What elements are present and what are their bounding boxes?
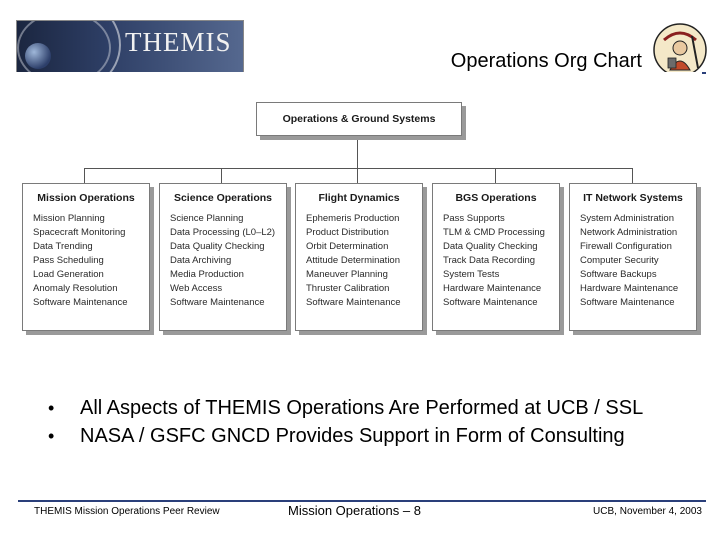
org-item: System Administration (580, 213, 674, 224)
bullet-list (48, 394, 688, 450)
bullet-item (48, 422, 688, 450)
org-box-title: IT Network Systems (583, 192, 683, 204)
org-item: Software Maintenance (443, 297, 538, 308)
org-item: TLM & CMD Processing (443, 227, 545, 238)
themis-mascot-icon (652, 22, 708, 78)
org-item: Web Access (170, 283, 223, 294)
org-item: Software Maintenance (170, 297, 265, 308)
org-item: Maneuver Planning (306, 269, 388, 280)
org-box-flight-dynamics (295, 183, 423, 331)
org-item: Load Generation (33, 269, 104, 280)
connector-col-1 (84, 168, 85, 183)
org-item: Software Maintenance (306, 297, 401, 308)
org-box-bgs-operations (432, 183, 560, 331)
org-box-mission-operations (22, 183, 150, 331)
org-box-title: Mission Operations (37, 192, 135, 204)
org-item: Data Archiving (170, 255, 232, 266)
footer-rule (18, 500, 706, 502)
org-box-items (160, 212, 286, 310)
bullet-dot-icon: • (48, 426, 55, 446)
org-item: Software Backups (580, 269, 657, 280)
org-box-root-title: Operations & Ground Systems (282, 113, 436, 125)
themis-logo (16, 20, 244, 78)
org-item: Pass Scheduling (33, 255, 104, 266)
org-item: Computer Security (580, 255, 659, 266)
connector-horizontal (84, 168, 632, 169)
connector-col-3 (357, 168, 358, 183)
org-item: Data Processing (L0–L2) (170, 227, 276, 238)
org-item: Data Quality Checking (443, 241, 538, 252)
org-box-root (256, 102, 462, 136)
connector-col-4 (495, 168, 496, 183)
org-box-items (296, 212, 422, 310)
connector-root-down (357, 139, 358, 168)
slide-title: Operations Org Chart (450, 50, 642, 72)
org-item: Software Maintenance (580, 297, 675, 308)
org-box-items (570, 212, 696, 310)
org-item: Anomaly Resolution (33, 283, 118, 294)
org-item: Media Production (170, 269, 244, 280)
org-item: Spacecraft Monitoring (33, 227, 126, 238)
org-box-it-network-systems (569, 183, 697, 331)
footer-page-label: Mission Operations – 8 (288, 503, 421, 518)
org-item: Mission Planning (33, 213, 105, 224)
org-item: Network Administration (580, 227, 678, 238)
org-item: Product Distribution (306, 227, 389, 238)
org-item: Pass Supports (443, 213, 505, 224)
org-box-title: BGS Operations (455, 192, 537, 204)
org-box-items (23, 212, 149, 310)
org-item: Ephemeris Production (306, 213, 400, 224)
logo-earth-graphic (25, 43, 51, 69)
org-item: Attitude Determination (306, 255, 400, 266)
org-box-science-operations (159, 183, 287, 331)
bullet-text: All Aspects of THEMIS Operations Are Performed at UCB / SSL (80, 397, 644, 419)
org-item: Data Trending (33, 241, 93, 252)
org-item: Hardware Maintenance (580, 283, 679, 294)
bullet-dot-icon: • (48, 398, 55, 418)
org-item: Hardware Maintenance (443, 283, 542, 294)
footer-date: UCB, November 4, 2003 (593, 506, 702, 517)
org-item: Track Data Recording (443, 255, 536, 266)
org-item: System Tests (443, 269, 500, 280)
org-item: Orbit Determination (306, 241, 389, 252)
connector-col-2 (221, 168, 222, 183)
bullet-item (48, 394, 688, 422)
org-item: Thruster Calibration (306, 283, 390, 294)
org-item: Data Quality Checking (170, 241, 265, 252)
bullet-text: NASA / GSFC GNCD Provides Support in Form of Consulting (80, 425, 625, 447)
org-item: Science Planning (170, 213, 244, 224)
org-box-title: Science Operations (173, 192, 273, 204)
logo-text: THEMIS (125, 27, 232, 57)
org-box-title: Flight Dynamics (318, 192, 400, 204)
org-item: Software Maintenance (33, 297, 128, 308)
org-box-items (433, 212, 559, 310)
org-item: Firewall Configuration (580, 241, 672, 252)
connector-col-5 (632, 168, 633, 183)
footer-left-text: THEMIS Mission Operations Peer Review (34, 506, 220, 517)
